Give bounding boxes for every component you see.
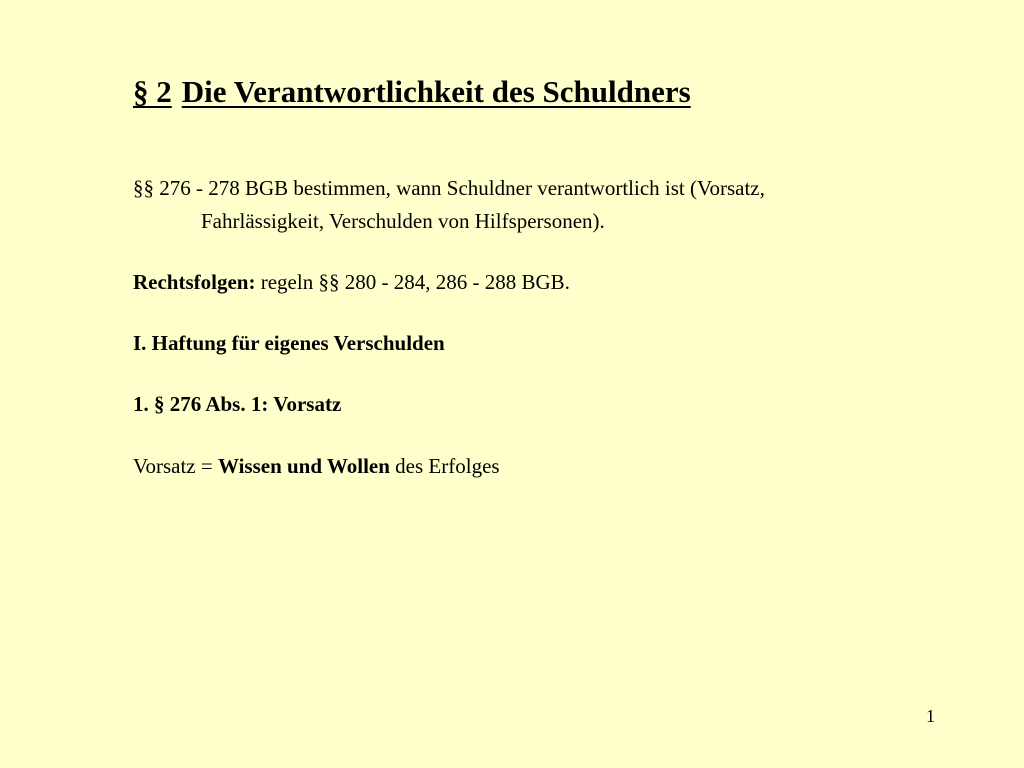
vorsatz-bold: Wissen und Wollen <box>217 454 390 478</box>
title-number: § 2 <box>133 74 172 109</box>
rechtsfolgen-text: regeln §§ 280 - 284, 286 - 288 BGB. <box>255 270 570 294</box>
vorsatz-definition <box>133 450 500 482</box>
vorsatz-prefix: Vorsatz = <box>133 454 218 478</box>
rechtsfolgen-paragraph <box>133 266 570 298</box>
slide-title <box>133 74 691 110</box>
paragraph-line-1: §§ 276 - 278 BGB bestimmen, wann Schuldner verantwortlich ist (Vorsatz, <box>133 176 765 200</box>
heading-haftung: I. Haftung für eigenes Verschulden <box>133 331 445 355</box>
heading-vorsatz: 1. § 276 Abs. 1: Vorsatz <box>133 392 342 416</box>
vorsatz-suffix: des Erfolges <box>389 454 500 478</box>
title-text: Die Verantwortlichkeit des Schuldners <box>181 74 691 109</box>
rechtsfolgen-label: Rechtsfolgen: <box>133 270 256 294</box>
paragraph-line-2: Fahrlässigkeit, Verschulden von Hilfspersonen). <box>201 209 605 233</box>
page-number: 1 <box>926 706 935 726</box>
